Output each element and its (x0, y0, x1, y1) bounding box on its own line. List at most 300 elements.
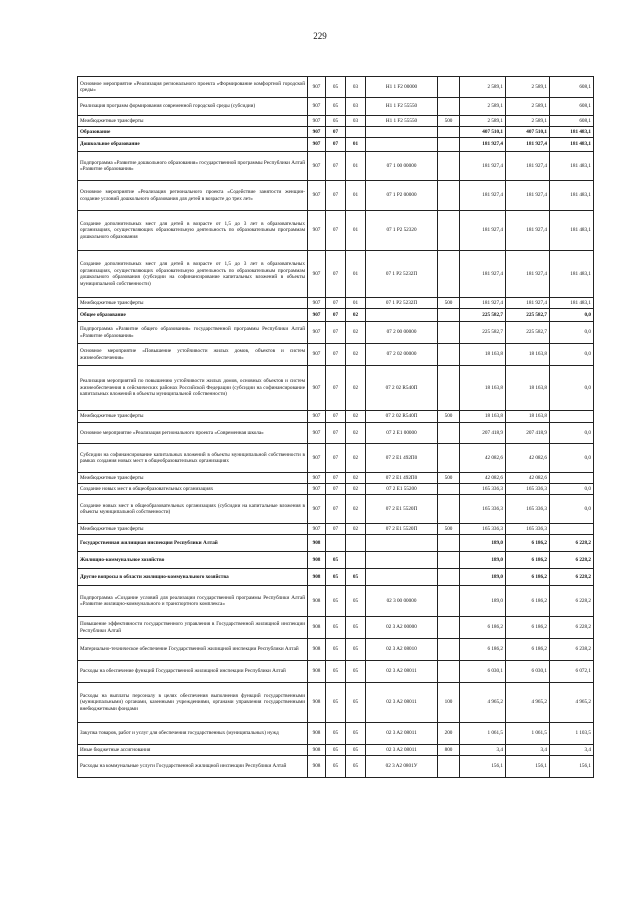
subsection-cell: 02 (346, 484, 366, 495)
subsection-cell: 02 (346, 524, 366, 535)
subsection-cell: 02 (346, 444, 366, 473)
amount-year3-cell: 6 228,2 (550, 586, 594, 617)
target-article-cell: 02 3 A2 08011 (366, 723, 438, 745)
subsection-cell: 03 (346, 98, 366, 116)
row-name-cell: Расходы на коммунальные услуги Государственной жилищной инспекции Республики Алтай (78, 756, 308, 778)
target-article-cell: 07 2 E1 492П0 (366, 473, 438, 484)
target-article-cell (366, 552, 438, 569)
amount-year1-cell: 207 418,9 (460, 423, 506, 444)
expense-type-cell (438, 535, 460, 552)
section-cell: 07 (326, 127, 346, 138)
amount-year1-cell: 2 589,1 (460, 98, 506, 116)
amount-year1-cell: 18 163,8 (460, 366, 506, 411)
target-article-cell (366, 138, 438, 152)
grbs-cell: 907 (308, 411, 326, 423)
amount-year2-cell: 165 336,3 (506, 524, 550, 535)
row-name-cell: Иные бюджетные ассигнования (78, 745, 308, 756)
section-cell: 07 (326, 152, 346, 181)
section-cell: 05 (326, 661, 346, 683)
target-article-cell: 07 1 P2 52320 (366, 211, 438, 251)
target-article-cell: Н1 1 F2 55550 (366, 116, 438, 127)
amount-year1-cell: 42 082,6 (460, 473, 506, 484)
amount-year3-cell: 6 228,2 (550, 535, 594, 552)
amount-year2-cell: 181 927,4 (506, 211, 550, 251)
amount-year1-cell: 6 186,2 (460, 639, 506, 661)
row-name-cell: Расходы на выплаты персоналу в целях обеспечения выполнения функций государственными (муниципальными) органами, казенными учреждениями, органами управления государственными внебюджетными фондами (78, 683, 308, 723)
section-cell: 05 (326, 77, 346, 98)
expense-type-cell (438, 617, 460, 639)
amount-year2-cell: 6 186,2 (506, 569, 550, 586)
table-row (78, 116, 594, 127)
subsection-cell: 05 (346, 639, 366, 661)
subsection-cell: 05 (346, 745, 366, 756)
amount-year1-cell: 165 336,3 (460, 524, 506, 535)
amount-year1-cell: 189,0 (460, 569, 506, 586)
amount-year2-cell: 181 927,4 (506, 181, 550, 211)
amount-year1-cell: 181 927,4 (460, 211, 506, 251)
amount-year2-cell: 6 186,2 (506, 552, 550, 569)
section-cell: 05 (326, 586, 346, 617)
expense-type-cell (438, 251, 460, 298)
section-cell: 05 (326, 617, 346, 639)
target-article-cell (366, 127, 438, 138)
target-article-cell (366, 569, 438, 586)
target-article-cell: Н1 1 F2 55550 (366, 98, 438, 116)
expense-type-cell (438, 639, 460, 661)
amount-year2-cell: 165 336,3 (506, 495, 550, 524)
amount-year1-cell: 181 927,4 (460, 152, 506, 181)
amount-year3-cell: 6 072,1 (550, 661, 594, 683)
table-row (78, 309, 594, 322)
grbs-cell: 908 (308, 661, 326, 683)
expense-type-cell (438, 569, 460, 586)
grbs-cell: 908 (308, 639, 326, 661)
amount-year2-cell: 3,4 (506, 745, 550, 756)
row-name-cell: Подпрограмма «Развитие общего образования» государственной программы Республики Алтай «Развитие образования» (78, 322, 308, 344)
amount-year1-cell: 189,0 (460, 586, 506, 617)
section-cell: 05 (326, 723, 346, 745)
amount-year1-cell: 18 163,8 (460, 344, 506, 366)
expense-type-cell: 200 (438, 723, 460, 745)
expense-type-cell (438, 423, 460, 444)
subsection-cell: 05 (346, 756, 366, 778)
target-article-cell: 02 3 A2 00000 (366, 617, 438, 639)
amount-year2-cell: 6 186,2 (506, 639, 550, 661)
amount-year3-cell: 181 483,1 (550, 152, 594, 181)
section-cell: 05 (326, 683, 346, 723)
table-row (78, 586, 594, 617)
amount-year3-cell: 0,0 (550, 423, 594, 444)
amount-year2-cell: 181 927,4 (506, 152, 550, 181)
amount-year1-cell: 181 927,4 (460, 251, 506, 298)
expense-type-cell (438, 98, 460, 116)
row-name-cell: Межбюджетные трансферты (78, 298, 308, 309)
row-name-cell: Межбюджетные трансферты (78, 473, 308, 484)
table-row (78, 473, 594, 484)
section-cell: 05 (326, 756, 346, 778)
row-name-cell: Государственная жилищная инспекция Республики Алтай (78, 535, 308, 552)
amount-year3-cell (550, 524, 594, 535)
section-cell: 07 (326, 524, 346, 535)
table-row (78, 181, 594, 211)
table-row (78, 152, 594, 181)
amount-year1-cell: 181 927,4 (460, 138, 506, 152)
amount-year1-cell: 6 186,2 (460, 617, 506, 639)
target-article-cell: 07 2 02 00000 (366, 344, 438, 366)
amount-year3-cell: 608,1 (550, 77, 594, 98)
section-cell: 07 (326, 366, 346, 411)
grbs-cell: 907 (308, 444, 326, 473)
subsection-cell: 01 (346, 181, 366, 211)
target-article-cell: 07 2 02 R540П (366, 366, 438, 411)
amount-year3-cell: 0,0 (550, 495, 594, 524)
section-cell: 07 (326, 484, 346, 495)
table-row (78, 298, 594, 309)
amount-year2-cell: 181 927,4 (506, 138, 550, 152)
amount-year3-cell: 0,0 (550, 309, 594, 322)
section-cell: 05 (326, 745, 346, 756)
amount-year3-cell: 608,1 (550, 116, 594, 127)
target-article-cell: Н1 1 F2 00000 (366, 77, 438, 98)
amount-year2-cell: 4 965,2 (506, 683, 550, 723)
subsection-cell: 01 (346, 138, 366, 152)
table-row (78, 639, 594, 661)
expense-type-cell: 500 (438, 473, 460, 484)
row-name-cell: Образование (78, 127, 308, 138)
table-row (78, 484, 594, 495)
amount-year3-cell (550, 473, 594, 484)
amount-year2-cell: 207 418,9 (506, 423, 550, 444)
section-cell: 07 (326, 251, 346, 298)
subsection-cell (346, 535, 366, 552)
grbs-cell: 907 (308, 344, 326, 366)
subsection-cell: 01 (346, 211, 366, 251)
section-cell: 07 (326, 138, 346, 152)
amount-year2-cell: 6 186,2 (506, 586, 550, 617)
grbs-cell: 907 (308, 138, 326, 152)
row-name-cell: Реализация мероприятий по повышению устойчивости жилых домов, основных объектов и систем жизнеобеспечения в сейсмических районах Российской Федерации (субсидии на софинансирование капитальных вложений в объекты муниципальной собственности) (78, 366, 308, 411)
expense-type-cell (438, 366, 460, 411)
target-article-cell (366, 309, 438, 322)
target-article-cell: 02 3 A2 08011 (366, 683, 438, 723)
subsection-cell: 05 (346, 569, 366, 586)
amount-year1-cell: 3,4 (460, 745, 506, 756)
expense-type-cell (438, 586, 460, 617)
table-row (78, 723, 594, 745)
amount-year1-cell: 181 927,4 (460, 181, 506, 211)
amount-year3-cell: 6 228,2 (550, 552, 594, 569)
amount-year3-cell: 181 483,1 (550, 298, 594, 309)
section-cell: 07 (326, 411, 346, 423)
amount-year3-cell: 3,4 (550, 745, 594, 756)
row-name-cell: Общее образование (78, 309, 308, 322)
grbs-cell: 907 (308, 77, 326, 98)
grbs-cell: 907 (308, 116, 326, 127)
row-name-cell: Создание дополнительных мест для детей в возрасте от 1,5 до 3 лет в образовательных организациях, осуществляющих образовательную деятельность по образовательным программам дошкольного образования (субсидии на софинансирование капитальных вложений в объекты муниципальной собственности) (78, 251, 308, 298)
amount-year2-cell: 1 061,5 (506, 723, 550, 745)
expense-type-cell (438, 181, 460, 211)
expense-type-cell (438, 484, 460, 495)
table-row (78, 552, 594, 569)
amount-year3-cell: 0,0 (550, 366, 594, 411)
expense-type-cell: 500 (438, 524, 460, 535)
amount-year1-cell: 225 582,7 (460, 309, 506, 322)
expense-type-cell: 800 (438, 745, 460, 756)
section-cell: 07 (326, 309, 346, 322)
table-row (78, 745, 594, 756)
amount-year3-cell: 156,1 (550, 756, 594, 778)
row-name-cell: Реализация программ формирования современной городской среды (субсидии) (78, 98, 308, 116)
expense-type-cell (438, 661, 460, 683)
row-name-cell: Основное мероприятие «Реализация регионального проекта «Формирование комфортной городской среды» (78, 77, 308, 98)
row-name-cell: Основное мероприятие «Реализация регионального проекта «Современная школа» (78, 423, 308, 444)
section-cell: 07 (326, 298, 346, 309)
target-article-cell: 02 3 A2 0801У (366, 756, 438, 778)
table-row (78, 524, 594, 535)
expense-type-cell: 500 (438, 116, 460, 127)
expense-type-cell (438, 152, 460, 181)
expense-type-cell (438, 322, 460, 344)
amount-year2-cell: 2 589,1 (506, 116, 550, 127)
row-name-cell: Подпрограмма «Развитие дошкольного образования» государственной программы Республики Алтай «Развитие образования» (78, 152, 308, 181)
amount-year1-cell: 189,0 (460, 552, 506, 569)
section-cell: 05 (326, 116, 346, 127)
amount-year3-cell: 181 483,1 (550, 181, 594, 211)
amount-year1-cell: 181 927,4 (460, 298, 506, 309)
target-article-cell: 02 3 A2 08011 (366, 745, 438, 756)
section-cell: 07 (326, 495, 346, 524)
subsection-cell: 02 (346, 309, 366, 322)
subsection-cell (346, 127, 366, 138)
amount-year3-cell: 6 228,2 (550, 617, 594, 639)
target-article-cell: 07 1 P2 00000 (366, 181, 438, 211)
subsection-cell: 02 (346, 366, 366, 411)
amount-year2-cell: 407 510,1 (506, 127, 550, 138)
amount-year3-cell: 181 483,1 (550, 251, 594, 298)
page-number: 229 (313, 31, 327, 41)
section-cell: 07 (326, 322, 346, 344)
amount-year3-cell: 0,0 (550, 322, 594, 344)
grbs-cell: 908 (308, 683, 326, 723)
grbs-cell: 907 (308, 251, 326, 298)
amount-year3-cell: 0,0 (550, 344, 594, 366)
table-row (78, 366, 594, 411)
table-row (78, 127, 594, 138)
table-row (78, 495, 594, 524)
section-cell: 07 (326, 423, 346, 444)
section-cell: 05 (326, 552, 346, 569)
amount-year1-cell: 6 030,1 (460, 661, 506, 683)
table-row (78, 756, 594, 778)
expense-type-cell: 100 (438, 683, 460, 723)
amount-year2-cell: 18 163,8 (506, 411, 550, 423)
row-name-cell: Субсидии на софинансирование капитальных вложений в объекты муниципальной собственности в рамках создания новых мест в общеобразовательных организациях (78, 444, 308, 473)
table-row (78, 138, 594, 152)
grbs-cell: 908 (308, 723, 326, 745)
grbs-cell: 907 (308, 473, 326, 484)
expense-type-cell (438, 495, 460, 524)
grbs-cell: 907 (308, 98, 326, 116)
amount-year1-cell: 1 061,5 (460, 723, 506, 745)
amount-year3-cell: 608,1 (550, 98, 594, 116)
table-row (78, 411, 594, 423)
section-cell: 07 (326, 444, 346, 473)
row-name-cell: Основное мероприятие «Реализация регионального проекта «Содействие занятости женщин-создание условий дошкольного образования для детей в возрасте до трех лет» (78, 181, 308, 211)
target-article-cell: 07 1 P2 5232П (366, 298, 438, 309)
expense-type-cell (438, 138, 460, 152)
amount-year3-cell: 6 228,2 (550, 569, 594, 586)
target-article-cell (366, 535, 438, 552)
subsection-cell: 01 (346, 152, 366, 181)
table-row (78, 683, 594, 723)
subsection-cell: 03 (346, 116, 366, 127)
expense-type-cell (438, 211, 460, 251)
amount-year2-cell: 18 163,8 (506, 344, 550, 366)
amount-year1-cell: 165 336,3 (460, 495, 506, 524)
grbs-cell: 908 (308, 535, 326, 552)
subsection-cell: 03 (346, 77, 366, 98)
expense-type-cell (438, 552, 460, 569)
amount-year2-cell: 6 030,1 (506, 661, 550, 683)
subsection-cell: 05 (346, 723, 366, 745)
amount-year2-cell: 6 186,2 (506, 535, 550, 552)
section-cell: 07 (326, 473, 346, 484)
row-name-cell: Жилищно-коммунальное хозяйство (78, 552, 308, 569)
target-article-cell: 07 2 E1 492П0 (366, 444, 438, 473)
grbs-cell: 907 (308, 484, 326, 495)
table-row (78, 98, 594, 116)
row-name-cell: Создание дополнительных мест для детей в возрасте от 1,5 до 3 лет в образовательных организациях, осуществляющих образовательную деятельность по образовательным программам дошкольного образования (78, 211, 308, 251)
amount-year2-cell: 225 582,7 (506, 309, 550, 322)
amount-year1-cell: 156,1 (460, 756, 506, 778)
grbs-cell: 908 (308, 586, 326, 617)
target-article-cell: 02 3 A2 08010 (366, 639, 438, 661)
amount-year3-cell: 181 483,1 (550, 211, 594, 251)
grbs-cell: 907 (308, 322, 326, 344)
expense-type-cell (438, 309, 460, 322)
subsection-cell: 01 (346, 251, 366, 298)
table-row (78, 77, 594, 98)
row-name-cell: Межбюджетные трансферты (78, 411, 308, 423)
row-name-cell: Повышение эффективности государственного управления в Государственной жилищной инспекции Республики Алтай (78, 617, 308, 639)
expense-type-cell: 500 (438, 298, 460, 309)
grbs-cell: 907 (308, 423, 326, 444)
row-name-cell: Подпрограмма «Создание условий для реализации государственной программы Республики Алтай «Развитие жилищно-коммунального и транспортного комплекса» (78, 586, 308, 617)
section-cell: 07 (326, 211, 346, 251)
amount-year1-cell: 18 163,8 (460, 411, 506, 423)
amount-year1-cell: 165 336,3 (460, 484, 506, 495)
amount-year3-cell: 181 483,1 (550, 138, 594, 152)
amount-year2-cell: 156,1 (506, 756, 550, 778)
table-row (78, 344, 594, 366)
target-article-cell: 07 2 E1 5520П (366, 524, 438, 535)
table-row (78, 251, 594, 298)
subsection-cell (346, 552, 366, 569)
section-cell: 07 (326, 344, 346, 366)
grbs-cell: 907 (308, 211, 326, 251)
table-row (78, 211, 594, 251)
section-cell: 07 (326, 181, 346, 211)
grbs-cell: 908 (308, 569, 326, 586)
amount-year1-cell: 42 082,6 (460, 444, 506, 473)
grbs-cell: 907 (308, 309, 326, 322)
subsection-cell: 01 (346, 298, 366, 309)
row-name-cell: Расходы на обеспечение функций Государственной жилищной инспекции Республики Алтай (78, 661, 308, 683)
expense-type-cell (438, 77, 460, 98)
target-article-cell: 07 2 E1 00000 (366, 423, 438, 444)
amount-year1-cell: 225 582,7 (460, 322, 506, 344)
target-article-cell: 07 2 E1 55200 (366, 484, 438, 495)
amount-year2-cell: 2 589,1 (506, 77, 550, 98)
table-row (78, 423, 594, 444)
table-row (78, 322, 594, 344)
row-name-cell: Создание новых мест в общеобразовательных организациях (78, 484, 308, 495)
section-cell: 05 (326, 569, 346, 586)
amount-year1-cell: 4 965,2 (460, 683, 506, 723)
amount-year2-cell: 42 082,6 (506, 473, 550, 484)
table-row (78, 535, 594, 552)
grbs-cell: 908 (308, 756, 326, 778)
amount-year3-cell (550, 411, 594, 423)
amount-year1-cell: 2 589,1 (460, 77, 506, 98)
target-article-cell: 07 2 02 R540П (366, 411, 438, 423)
target-article-cell: 07 1 00 00000 (366, 152, 438, 181)
target-article-cell: 07 2 00 00000 (366, 322, 438, 344)
table-row (78, 444, 594, 473)
amount-year2-cell: 18 163,8 (506, 366, 550, 411)
grbs-cell: 907 (308, 127, 326, 138)
row-name-cell: Межбюджетные трансферты (78, 524, 308, 535)
row-name-cell: Основное мероприятие «Повышение устойчивости жилых домов, объектов и систем жизнеобеспечения» (78, 344, 308, 366)
table-row (78, 617, 594, 639)
amount-year1-cell: 189,0 (460, 535, 506, 552)
table-row (78, 661, 594, 683)
amount-year2-cell: 181 927,4 (506, 251, 550, 298)
target-article-cell: 07 1 P2 5232П (366, 251, 438, 298)
expense-type-cell: 500 (438, 411, 460, 423)
grbs-cell: 907 (308, 152, 326, 181)
amount-year1-cell: 2 589,1 (460, 116, 506, 127)
amount-year2-cell: 6 186,2 (506, 617, 550, 639)
table-row (78, 569, 594, 586)
expense-type-cell (438, 127, 460, 138)
subsection-cell: 02 (346, 322, 366, 344)
subsection-cell: 02 (346, 423, 366, 444)
amount-year2-cell: 181 927,4 (506, 298, 550, 309)
subsection-cell: 02 (346, 344, 366, 366)
section-cell: 05 (326, 98, 346, 116)
grbs-cell: 907 (308, 524, 326, 535)
grbs-cell: 907 (308, 366, 326, 411)
expense-type-cell (438, 344, 460, 366)
subsection-cell: 02 (346, 411, 366, 423)
subsection-cell: 05 (346, 683, 366, 723)
row-name-cell: Закупка товаров, работ и услуг для обеспечения государственных (муниципальных) нужд (78, 723, 308, 745)
amount-year3-cell: 6 238,2 (550, 639, 594, 661)
amount-year3-cell: 0,0 (550, 484, 594, 495)
section-cell: 05 (326, 639, 346, 661)
amount-year2-cell: 42 082,6 (506, 444, 550, 473)
subsection-cell: 02 (346, 473, 366, 484)
subsection-cell: 05 (346, 661, 366, 683)
budget-table (77, 76, 594, 778)
amount-year3-cell: 1 103,5 (550, 723, 594, 745)
grbs-cell: 907 (308, 298, 326, 309)
amount-year3-cell: 0,0 (550, 444, 594, 473)
grbs-cell: 908 (308, 552, 326, 569)
section-cell (326, 535, 346, 552)
target-article-cell: 07 2 E1 5520П (366, 495, 438, 524)
